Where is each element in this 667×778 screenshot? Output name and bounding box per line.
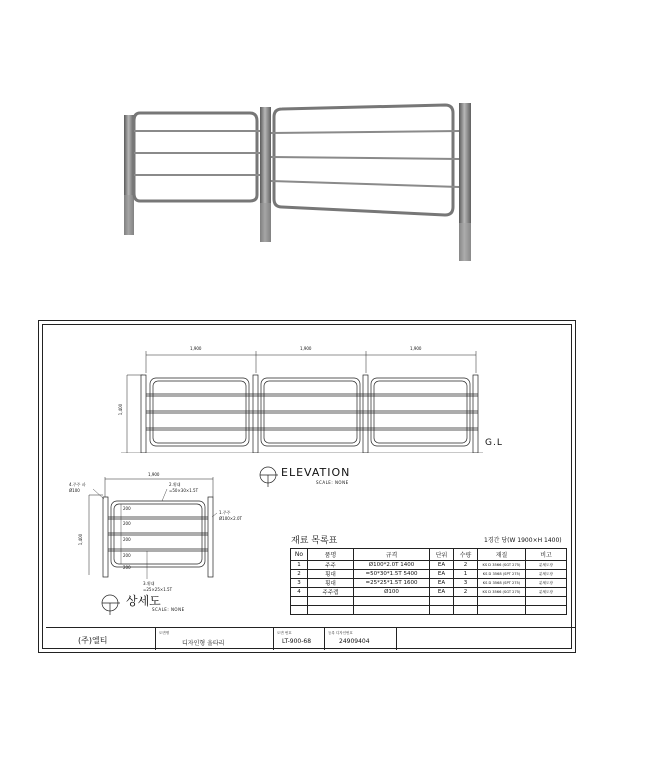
bom-header-material: 재질 <box>478 549 526 561</box>
bom-cell-spec <box>354 597 430 606</box>
detail-scale: SCALE: NONE <box>152 607 185 612</box>
table-row <box>291 588 567 597</box>
bom-cell-unit <box>430 606 454 615</box>
drawing-number: LT-900-68 <box>282 638 312 645</box>
detail-bottom-rail-label: 3.횡대 <box>143 581 155 586</box>
elevation-section-symbol-icon <box>258 465 280 487</box>
elevation-dim-2: 1,900 <box>300 346 312 351</box>
drawing-name-label: 도면명 <box>159 631 170 635</box>
drawing-no-label: 도면 번호 <box>277 631 292 635</box>
elevation-title: ELEVATION <box>281 466 351 479</box>
bom-cell-note: 분체도장 <box>526 579 567 588</box>
bom-cell-spec: Ø100 <box>354 588 430 597</box>
detail-title: 상세도 <box>126 594 161 608</box>
company-name: (주)엘티 <box>78 636 108 645</box>
title-block-company-cell <box>46 628 156 650</box>
elevation-drawing <box>121 343 501 453</box>
patent-label: 등록 디자인번호 <box>328 631 353 635</box>
detail-spacing-3: 200 <box>123 537 131 542</box>
bom-cell-no: 4 <box>291 588 308 597</box>
bom-cell-spec: Ø100*2.0T 1400 <box>354 561 430 570</box>
bom-cell-qty: 1 <box>454 570 478 579</box>
bom-cell-material: KS D 3568 (SPT 275) <box>478 570 526 579</box>
table-row <box>291 579 567 588</box>
detail-spacing-5: 200 <box>123 565 131 570</box>
detail-width-dim: 1,900 <box>148 472 160 477</box>
bom-cell-spec <box>354 606 430 615</box>
bom-cell-note <box>526 597 567 606</box>
bom-cell-unit: EA <box>430 561 454 570</box>
bom-cell-note: 분체도장 <box>526 570 567 579</box>
table-row <box>291 606 567 615</box>
bom-cell-unit: EA <box>430 570 454 579</box>
patent-number: 24909404 <box>339 638 370 645</box>
elevation-dim-3: 1,900 <box>410 346 422 351</box>
bom-cell-unit <box>430 597 454 606</box>
bom-cell-note <box>526 606 567 615</box>
detail-right-post-spec: Ø100×2.0T <box>219 516 242 521</box>
elevation-dim-1: 1,900 <box>190 346 202 351</box>
bom-cell-qty: 2 <box>454 588 478 597</box>
bom-cell-material: KS D 3568 (SPT 275) <box>478 579 526 588</box>
bom-title: 재료 목록표 <box>291 536 338 546</box>
drawing-sheet <box>38 320 576 653</box>
detail-spacing-1: 200 <box>123 506 131 511</box>
bom-header-spec: 규격 <box>354 549 430 561</box>
detail-drawing <box>67 475 237 585</box>
bom-header-row <box>291 549 567 561</box>
bom-cell-no: 3 <box>291 579 308 588</box>
bom-cell-unit: EA <box>430 588 454 597</box>
bom-cell-name <box>308 597 354 606</box>
elevation-height-dim: 1,400 <box>118 403 124 416</box>
detail-left-post-label: 4.주주 파 <box>69 482 86 487</box>
bom-cell-no: 2 <box>291 570 308 579</box>
bom-cell-qty: 2 <box>454 561 478 570</box>
bom-cell-qty <box>454 597 478 606</box>
bom-cell-no <box>291 606 308 615</box>
title-block <box>46 627 576 651</box>
bom-cell-qty: 3 <box>454 579 478 588</box>
bom-header-unit: 단위 <box>430 549 454 561</box>
drawing-name: 디자인형 울타리 <box>182 640 225 647</box>
bom-header-no: No <box>291 549 308 561</box>
table-row <box>291 597 567 606</box>
detail-left-post-spec: Ø100 <box>69 488 80 493</box>
title-block-drawing-no-cell <box>274 628 325 650</box>
elevation-scale: SCALE: NONE <box>316 480 349 485</box>
title-block-patent-cell <box>325 628 397 650</box>
detail-top-rail-label: 2.횡대 <box>169 482 181 487</box>
bom-cell-name: 횡대 <box>308 579 354 588</box>
bom-cell-no: 1 <box>291 561 308 570</box>
bom-cell-spec: =50*30*1.5T 5400 <box>354 570 430 579</box>
bom-cell-material <box>478 606 526 615</box>
table-row <box>291 561 567 570</box>
detail-spacing-2: 200 <box>123 521 131 526</box>
bom-cell-no <box>291 597 308 606</box>
bom-cell-unit: EA <box>430 579 454 588</box>
bom-cell-name <box>308 606 354 615</box>
bom-cell-material <box>478 597 526 606</box>
detail-height-dim: 1,400 <box>78 533 84 546</box>
ground-line-label: G.L <box>485 438 503 448</box>
bom-cell-name: 주주캡 <box>308 588 354 597</box>
bom-cell-material: KS D 3566 (SGT 275) <box>478 588 526 597</box>
bom-cell-name: 횡대 <box>308 570 354 579</box>
bom-cell-spec: =25*25*1.5T 1600 <box>354 579 430 588</box>
bom-header-qty: 수량 <box>454 549 478 561</box>
bom-header-name: 품명 <box>308 549 354 561</box>
bom-cell-note: 분체도장 <box>526 561 567 570</box>
bom-cell-qty <box>454 606 478 615</box>
fence-photo <box>100 95 500 270</box>
bom-note: 1경간 당(W 1900×H 1400) <box>484 537 562 544</box>
bom-header-note: 비고 <box>526 549 567 561</box>
bom-cell-note: 분체도장 <box>526 588 567 597</box>
detail-section-symbol-icon <box>100 593 122 615</box>
table-row <box>291 570 567 579</box>
drawing-frame <box>42 324 572 649</box>
bom-cell-material: KS D 3566 (SGT 275) <box>478 561 526 570</box>
detail-spacing-4: 200 <box>123 553 131 558</box>
detail-right-post-label: 1.주주 <box>219 510 231 515</box>
title-block-drawing-name-cell <box>156 628 274 650</box>
detail-top-rail-spec: =50×30×1.5T <box>169 488 199 493</box>
bom-cell-name: 주주 <box>308 561 354 570</box>
detail-bottom-rail-spec: =25×25×1.5T <box>143 587 173 592</box>
bom-table <box>290 548 567 615</box>
